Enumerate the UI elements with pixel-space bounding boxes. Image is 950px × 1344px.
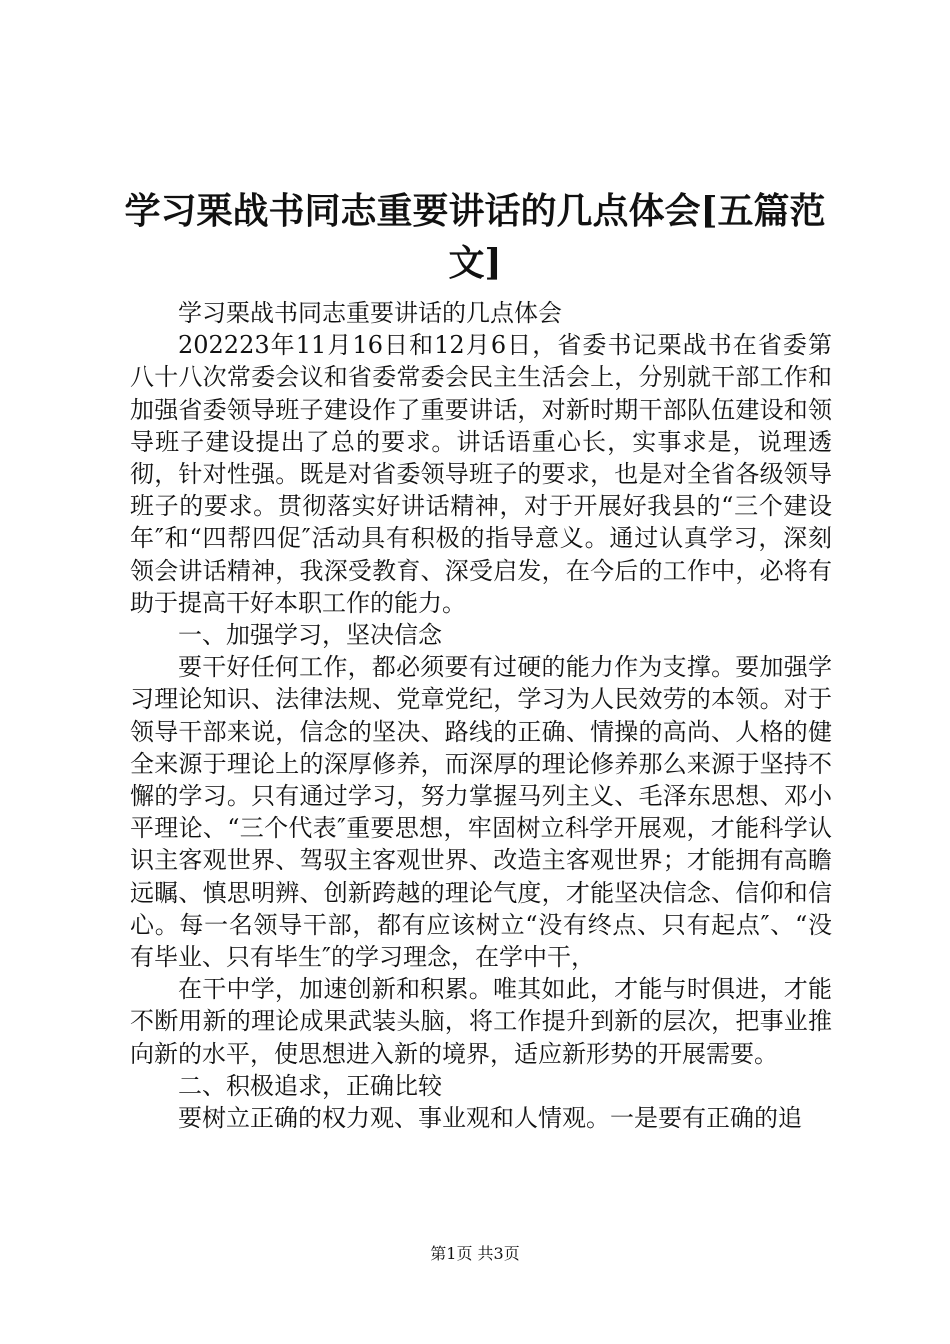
- document-title-line-1: 学习栗战书同志重要讲话的几点体会[五篇范: [124, 190, 826, 232]
- document-title-line-2: 文]: [448, 242, 502, 284]
- page-footer: 第1页 共3页: [430, 1244, 520, 1263]
- body-paragraph: 202223年11月16日和12月6日，省委书记栗战书在省委第八十八次常委会议和省委常委会民主生活会上，分别就干部工作和加强省委领导班子建设作了重要讲话，对新时期干部队伍建设和领导班子建设提出了总的要求。讲话语重心长，实事求是，说理透彻，针对性强。既是对省委领导班子的要求，也是对全省各级领导班子的要求。贯彻落实好讲话精神，对于开展好我县的“三个建设年″和“四帮四促″活动具有积极的指导意义。通过认真学习，深刻领会讲话精神，我深受教育、深受启发，在今后的工作中，必将有助于提高干好本职工作的能力。: [130, 331, 832, 617]
- section-heading: 一、加强学习，坚决信念: [178, 621, 442, 650]
- document-body: [130, 297, 832, 1134]
- subtitle-paragraph: 学习栗战书同志重要讲话的几点体会: [178, 299, 562, 327]
- body-paragraph: 在干中学，加速创新和积累。唯其如此，才能与时俱进，才能不断用新的理论成果武装头脑，将工作提升到新的层次，把事业推向新的水平，使思想进入新的境界，适应新形势的开展需要。: [130, 975, 832, 1068]
- body-paragraph: 要干好任何工作，都必须要有过硬的能力作为支撑。要加强学习理论知识、法律法规、党章党纪，学习为人民效劳的本领。对于领导干部来说，信念的坚决、路线的正确、情操的高尚、人格的健全来源于理论上的深厚修养，而深厚的理论修养那么来源于坚持不懈的学习。只有通过学习，努力掌握马列主义、毛泽东思想、邓小平理论、“三个代表″重要思想，牢固树立科学开展观，才能科学认识主客观世界、驾驭主客观世界、改造主客观世界；才能拥有高瞻远瞩、慎思明辨、创新跨越的理论气度，才能坚决信念、信仰和信心。每一名领导干部，都有应该树立“没有终点、只有起点″、“没有毕业、只有毕生″的学习理念，在学中干，: [130, 653, 832, 972]
- section-heading: 二、积极追求，正确比较: [178, 1071, 442, 1100]
- body-paragraph: 要树立正确的权力观、事业观和人情观。一是要有正确的追: [178, 1104, 802, 1133]
